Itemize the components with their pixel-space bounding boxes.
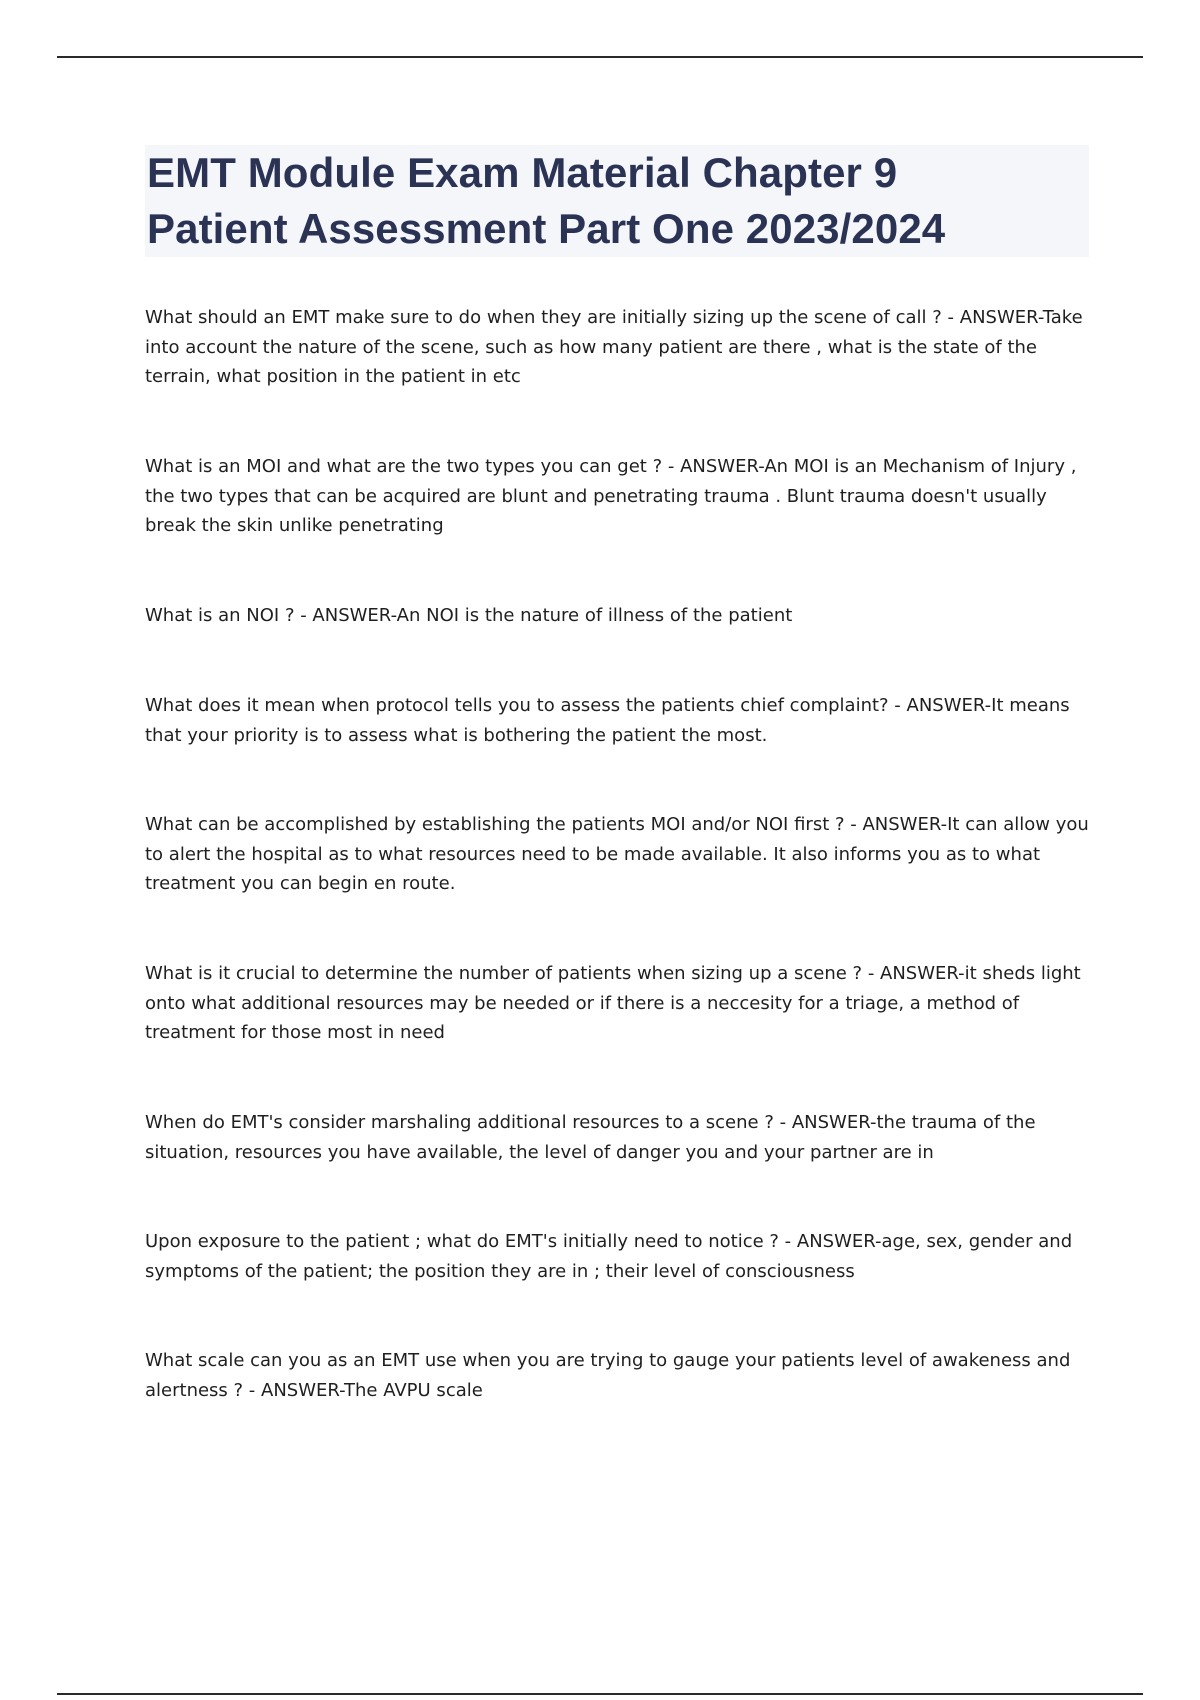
qa-item <box>145 303 1095 392</box>
qa-item <box>145 601 1095 631</box>
title-line: EMT Module Exam Material Chapter 9 <box>147 149 898 196</box>
qa-line: What is an NOI ? - ANSWER-An NOI is the nature of illness of the patient <box>145 605 793 626</box>
top-rule <box>57 56 1143 58</box>
qa-line: break the skin unlike penetrating <box>145 515 444 536</box>
qa-item <box>145 959 1095 1048</box>
qa-line: symptoms of the patient; the position they are in ; their level of consciousness <box>145 1260 855 1282</box>
qa-line: terrain, what position in the patient in etc <box>145 366 521 387</box>
qa-line: What does it mean when protocol tells you to assess the patients chief complaint? - ANSWER-It means <box>145 695 1070 716</box>
qa-item <box>145 1227 1095 1286</box>
qa-line: treatment for those most in need <box>145 1022 445 1043</box>
title-line: Patient Assessment Part One 2023/2024 <box>147 205 946 252</box>
qa-line: Upon exposure to the patient ; what do EMT's initially need to notice ? - ANSWER-age, sex, gender and <box>145 1231 1073 1252</box>
qa-line: What scale can you as an EMT use when you are trying to gauge your patients level of awakeness and <box>145 1350 1071 1371</box>
qa-line: treatment you can begin en route. <box>145 873 456 894</box>
bottom-rule <box>57 1693 1143 1695</box>
qa-line: What should an EMT make sure to do when they are initially sizing up the scene of call ? - ANSWER-Take <box>145 307 1083 328</box>
document-title <box>147 145 1089 257</box>
qa-line: the two types that can be acquired are blunt and penetrating trauma . Blunt trauma doesn't usually <box>145 485 1047 507</box>
qa-item <box>145 691 1095 750</box>
qa-line: into account the nature of the scene, such as how many patient are there , what is the state of the <box>145 336 1037 358</box>
qa-line: situation, resources you have available, the level of danger you and your partner are in <box>145 1141 934 1163</box>
qa-line: to alert the hospital as to what resources need to be made available. It also informs you as to what <box>145 843 1041 865</box>
qa-line: onto what additional resources may be needed or if there is a neccesity for a triage, a method of <box>145 992 1020 1014</box>
qa-item <box>145 452 1095 541</box>
qa-item <box>145 1108 1095 1167</box>
qa-item <box>145 1346 1095 1405</box>
qa-line: that your priority is to assess what is bothering the patient the most. <box>145 724 768 746</box>
qa-item <box>145 810 1095 899</box>
qa-line: What is an MOI and what are the two types you can get ? - ANSWER-An MOI is an Mechanism of Injury , <box>145 456 1077 477</box>
qa-line: What is it crucial to determine the number of patients when sizing up a scene ? - ANSWER-it sheds light <box>145 963 1081 984</box>
qa-line: What can be accomplished by establishing the patients MOI and/or NOI first ? - ANSWER-It can allow you <box>145 814 1089 835</box>
qa-line: When do EMT's consider marshaling additional resources to a scene ? - ANSWER-the trauma of the <box>145 1112 1036 1133</box>
qa-line: alertness ? - ANSWER-The AVPU scale <box>145 1379 483 1401</box>
title-block <box>145 145 1089 257</box>
